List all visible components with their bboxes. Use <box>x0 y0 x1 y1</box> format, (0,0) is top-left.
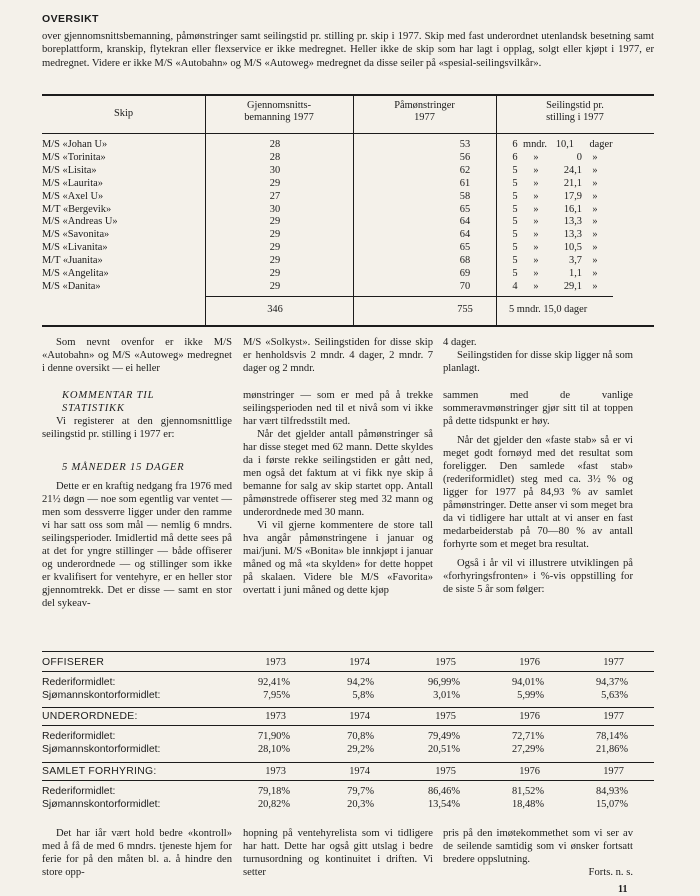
col2-paragraph-3: Vi vil gjerne kommentere de store tall hva angår påmønstringene i januar og mai/juni. M/S «Bonita» ble innkjøpt i januar måned og må «ta skylden» for dette hoppet på skalaen. Videre ble M/S «Favorita» overtatt i juni måned og dette kjøp <box>243 520 433 596</box>
stats-value: 27,29% <box>511 744 544 755</box>
months-unit: » <box>533 268 539 279</box>
stats-value: 71,90% <box>257 731 290 742</box>
months-unit: » <box>533 203 539 215</box>
table-row <box>0 255 700 268</box>
stats-year: 1975 <box>435 766 456 777</box>
ship-name: M/S «Johan U» <box>42 139 108 150</box>
signings-value: 68 <box>459 255 471 267</box>
column-3 <box>443 336 633 596</box>
col3-paragraph-1: 4 dager. <box>443 337 477 348</box>
crew-value: 29 <box>269 229 281 241</box>
intro-paragraph: over gjennomsnittsbemanning, påmønstringer samt seilingstid pr. stilling pr. skip i 1977. Skip med fast underordnet utenlandsk besetning samt boreplattform, kranskip, flytekran eller flexservice er ikke medregnet. Heller ikke de skip som har lagt i opplag, solgt eller kjøpt i 1977, er medregnet. Videre er ikke M/S «Autobahn» og M/S «Autoweg» medregnet da disse seiler på «spesial-seilingsvilkår». <box>42 31 654 69</box>
stats-year: 1973 <box>265 657 286 668</box>
stats-group-title: SAMLET FORHYRING: <box>42 766 157 777</box>
stats-year: 1973 <box>265 766 286 777</box>
col3-paragraph-4: Når det gjelder den «faste stab» så er vi meget godt fornøyd med det resultat som foreligger. Den samlede «fast stab» (rederiformidlet) steg med ca. 3½ % og ligger for 1977 på 84,93 % av samlet påmønstringer. Dette anser vi som meget bra da vi tidligere har uttalt at vi anser en fast medarbeiderstab på 70—80 % av antall forhyrte som et meget bra resultat. <box>443 435 633 550</box>
table-row <box>0 191 700 204</box>
col3-paragraph-2: Seilingstiden for disse skip ligger nå som planlagt. <box>443 350 633 374</box>
months-value: 5 <box>512 255 518 267</box>
days-value: 16,1 <box>563 203 582 215</box>
stats-row-label: Rederiformidlet: <box>42 786 116 797</box>
col3-paragraph-5: Også i år vil vi illustrere utviklingen på «forhyringsfronten» i %-vis oppstilling for de siste 5 år som følger: <box>443 558 633 595</box>
months-value: 4 <box>512 280 518 292</box>
months-unit: » <box>533 190 539 202</box>
ship-name: M/S «Lisita» <box>42 164 97 176</box>
stats-year: 1977 <box>603 657 624 668</box>
stats-value: 5,8% <box>352 690 374 701</box>
bottom-paragraph-1: Det har iår vært hold bedre «kontroll» med å få de med 6 mndrs. tjeneste hjem for ferie for på den måten bl. a. å hindre den store opp- <box>42 828 232 878</box>
stats-value: 13,54% <box>427 799 460 810</box>
days-value: 0 <box>576 151 582 163</box>
stats-year: 1976 <box>519 657 540 668</box>
table-row <box>0 165 700 178</box>
months-unit: » <box>533 280 539 292</box>
stats-value: 15,07% <box>595 799 628 810</box>
days-unit: » <box>592 255 598 267</box>
table-top-rule <box>42 94 654 96</box>
stats-value: 20,3% <box>347 799 374 810</box>
bottom-column-3 <box>443 827 633 879</box>
stats-value: 79,18% <box>257 786 290 797</box>
total-signings: 755 <box>457 304 473 315</box>
header-signings-1: Påmønstringer <box>394 100 455 111</box>
crew-value: 30 <box>269 164 281 176</box>
stats-value: 18,48% <box>511 799 544 810</box>
days-unit: dager <box>589 139 613 150</box>
table-row <box>0 268 700 281</box>
crew-value: 29 <box>269 255 281 267</box>
ship-name: M/S «Savonita» <box>42 229 110 241</box>
signings-value: 70 <box>459 280 471 292</box>
signings-value: 61 <box>459 177 471 189</box>
table-totals-row <box>0 304 700 317</box>
crew-value: 29 <box>269 177 281 189</box>
stats-row-label: Sjømannskontorformidlet: <box>42 744 161 755</box>
months-value: 5 <box>512 164 518 176</box>
ship-name: M/S «Angelita» <box>42 268 109 279</box>
months-unit: » <box>533 177 539 189</box>
months-unit: » <box>533 164 539 176</box>
col2-paragraph-2: mønstringer — som er med på å trekke seilingsperioden ned til et nivå som vi ikke har vært tilfredsstilt med. <box>243 390 433 427</box>
signings-value: 64 <box>459 216 471 228</box>
stats-top-rule <box>42 651 654 652</box>
column-1 <box>42 336 232 610</box>
col2-paragraph-2b: Når det gjelder antall påmønstringer så har disse steget med 62 mann. Dette skyldes da i første rekke seilingstiden er gått ned, men også det faktum at vi fikk nye skip å bemanne for salg av skip startet opp. Antall påmønstrede offiserer steg med 32 mann og underordnede med 30 mann. <box>243 429 433 518</box>
stats-year: 1976 <box>519 766 540 777</box>
header-crew-1: Gjennomsnitts- <box>246 100 312 111</box>
header-crew-2: bemanning 1977 <box>244 112 314 123</box>
col1-paragraph-2: Vi registerer at den gjennomsnittlige seilingstid pr. stilling i 1977 er: <box>42 416 232 440</box>
stats-year: 1977 <box>603 766 624 777</box>
header-sailing-1: Seilingstid pr. <box>546 100 604 111</box>
stats-year: 1975 <box>435 711 456 722</box>
days-unit: » <box>592 177 598 189</box>
months-value: 5 <box>512 242 518 254</box>
bottom-paragraph-3: pris på den imøtekommethet som vi ser av de seilende samtidig som vi ønsker fortsatt bredere oppslutning. <box>443 828 633 865</box>
stats-value: 79,49% <box>427 731 460 742</box>
days-value: 10,1 <box>555 139 574 150</box>
stats-value: 72,71% <box>511 731 544 742</box>
days-value: 13,3 <box>563 229 582 241</box>
crew-value: 29 <box>269 268 281 279</box>
ship-name: M/S «Andreas U» <box>42 216 118 228</box>
ship-name: M/T «Bergevik» <box>42 203 112 215</box>
months-value: 6 <box>512 151 518 163</box>
months-unit: » <box>533 229 539 241</box>
stats-group-rule <box>42 707 654 708</box>
page-number: 11 <box>618 884 628 895</box>
header-ship: Skip <box>113 108 134 119</box>
signings-value: 69 <box>459 268 471 279</box>
crew-value: 27 <box>269 190 281 202</box>
stats-year: 1973 <box>265 711 286 722</box>
stats-value: 5,99% <box>517 690 544 701</box>
stats-value: 96,99% <box>427 677 460 688</box>
days-value: 17,9 <box>563 190 582 202</box>
stats-year: 1974 <box>349 766 370 777</box>
header-signings-2: 1977 <box>414 112 435 123</box>
days-unit: » <box>592 216 598 228</box>
stats-row-label: Sjømannskontorformidlet: <box>42 690 161 701</box>
signature: Forts. n. s. <box>588 867 633 878</box>
crew-value: 29 <box>269 216 281 228</box>
months-value: 5 <box>512 203 518 215</box>
stats-value: 28,10% <box>257 744 290 755</box>
bottom-column-2 <box>243 827 433 879</box>
table-row <box>0 178 700 191</box>
stats-value: 94,01% <box>511 677 544 688</box>
stats-value: 84,93% <box>595 786 628 797</box>
stats-value: 94,2% <box>347 677 374 688</box>
stats-header-rule <box>42 671 654 672</box>
ship-name: M/S «Laurita» <box>42 177 103 189</box>
months-unit: mndr. <box>523 139 547 150</box>
signings-value: 64 <box>459 229 471 241</box>
stats-row-label: Sjømannskontorformidlet: <box>42 799 161 810</box>
stats-value: 20,51% <box>427 744 460 755</box>
days-value: 1,1 <box>569 268 582 279</box>
header-sailing-2: stilling i 1977 <box>546 112 604 123</box>
stats-value: 21,86% <box>595 744 628 755</box>
months-value: 5 <box>512 229 518 241</box>
stats-year: 1974 <box>349 657 370 668</box>
signings-value: 62 <box>459 164 471 176</box>
crew-value: 29 <box>269 242 281 254</box>
stats-group-title: OFFISERER <box>42 657 105 668</box>
subheading-kommentar: KOMMENTAR TIL STATISTIKK <box>62 390 155 414</box>
days-value: 10,5 <box>563 242 582 254</box>
days-unit: » <box>592 190 598 202</box>
section-heading: OVERSIKT <box>42 13 99 25</box>
table-row <box>0 229 700 242</box>
signings-value: 65 <box>459 203 471 215</box>
stats-value: 78,14% <box>595 731 628 742</box>
stats-header-rule <box>42 780 654 781</box>
table-row <box>0 281 700 294</box>
ship-name: M/S «Livanita» <box>42 242 108 254</box>
table-row <box>0 152 700 165</box>
stats-value: 81,52% <box>511 786 544 797</box>
months-unit: » <box>533 151 539 163</box>
signings-value: 58 <box>459 190 471 202</box>
table-row <box>0 139 700 152</box>
days-value: 3,7 <box>569 255 582 267</box>
stats-value: 20,82% <box>257 799 290 810</box>
stats-group-rule <box>42 762 654 763</box>
stats-header-rule <box>42 725 654 726</box>
stats-row-label: Rederiformidlet: <box>42 731 116 742</box>
stats-value: 70,8% <box>347 731 374 742</box>
ship-name: M/S «Danita» <box>42 280 101 292</box>
stats-value: 94,37% <box>595 677 628 688</box>
crew-value: 28 <box>269 139 281 150</box>
stats-value: 3,01% <box>433 690 460 701</box>
stats-group-title: UNDERORDNEDE: <box>42 711 138 722</box>
crew-value: 30 <box>269 203 281 215</box>
table-bottom-rule <box>42 325 654 327</box>
table-row <box>0 242 700 255</box>
table-row <box>0 216 700 229</box>
stats-value: 79,7% <box>347 786 374 797</box>
days-unit: » <box>592 203 598 215</box>
table-header-rule <box>42 133 654 134</box>
months-unit: » <box>533 242 539 254</box>
crew-value: 29 <box>269 280 281 292</box>
crew-value: 28 <box>269 151 281 163</box>
stats-year: 1976 <box>519 711 540 722</box>
stats-year: 1977 <box>603 711 624 722</box>
months-unit: » <box>533 255 539 267</box>
col1-paragraph-3: Dette er en kraftig nedgang fra 1976 med 21½ døgn — noe som egentlig var ventet — men som dessverre ligger under den ramme vi har satt oss som mål — nemlig 6 mndrs. seilingsperioder. Imidlertid må dette sees på at det for yngre stillinger — både offiserer og underordnede — og stillinger som ikke er kvalifisert for ventehyre, er en heller stor gjennomtrekk. Det er disse — samt en stor del sykeav- <box>42 481 232 609</box>
stats-value: 86,46% <box>427 786 460 797</box>
stats-row-label: Rederiformidlet: <box>42 677 116 688</box>
ship-name: M/S «Torinita» <box>42 151 106 163</box>
months-unit: » <box>533 216 539 228</box>
days-unit: » <box>592 268 598 279</box>
stats-value: 7,95% <box>263 690 290 701</box>
total-sailing: 5 mndr. 15,0 dager <box>509 304 588 315</box>
column-2 <box>243 336 433 597</box>
ship-name: M/T «Juanita» <box>42 255 103 267</box>
ship-name: M/S «Axel U» <box>42 190 104 202</box>
days-value: 24,1 <box>563 164 582 176</box>
days-value: 13,3 <box>563 216 582 228</box>
days-unit: » <box>592 229 598 241</box>
months-value: 5 <box>512 177 518 189</box>
stats-year: 1974 <box>349 711 370 722</box>
days-unit: » <box>592 242 598 254</box>
stats-value: 29,2% <box>347 744 374 755</box>
signings-value: 53 <box>459 139 471 150</box>
subheading-months: 5 MÅNEDER 15 DAGER <box>62 462 185 473</box>
stats-value: 5,63% <box>601 690 628 701</box>
months-value: 5 <box>512 190 518 202</box>
signings-value: 56 <box>459 151 471 163</box>
col2-paragraph-1: M/S «Solkyst». Seilingstiden for disse skip er henholdsvis 2 mndr. 4 dager, 2 mndr. 7 dager og 2 mndr. <box>243 337 433 374</box>
table-total-rule <box>205 296 613 297</box>
stats-year: 1975 <box>435 657 456 668</box>
stats-value: 92,41% <box>257 677 290 688</box>
days-unit: » <box>592 151 598 163</box>
days-unit: » <box>592 164 598 176</box>
col1-paragraph-1: Som nevnt ovenfor er ikke M/S «Autobahn» og M/S «Autoweg» medregnet i denne oversikt — ei heller <box>42 337 232 374</box>
months-value: 6 <box>512 139 518 150</box>
col3-paragraph-3: sammen med de vanlige sommeravmønstringer gjør sitt til at toppen på dette tidspunkt er høy. <box>443 390 633 427</box>
days-value: 29,1 <box>563 280 582 292</box>
months-value: 5 <box>512 216 518 228</box>
bottom-paragraph-2: hopning på ventehyrelista som vi tidligere har hatt. Dette har også gitt utslag i bedre turnusordning og kontinuitet i driften. Vi setter <box>243 828 433 878</box>
months-value: 5 <box>512 268 518 279</box>
table-row <box>0 204 700 217</box>
days-value: 21,1 <box>563 177 582 189</box>
days-unit: » <box>592 280 598 292</box>
bottom-column-1 <box>42 827 232 879</box>
total-crew: 346 <box>267 304 283 315</box>
signings-value: 65 <box>459 242 471 254</box>
